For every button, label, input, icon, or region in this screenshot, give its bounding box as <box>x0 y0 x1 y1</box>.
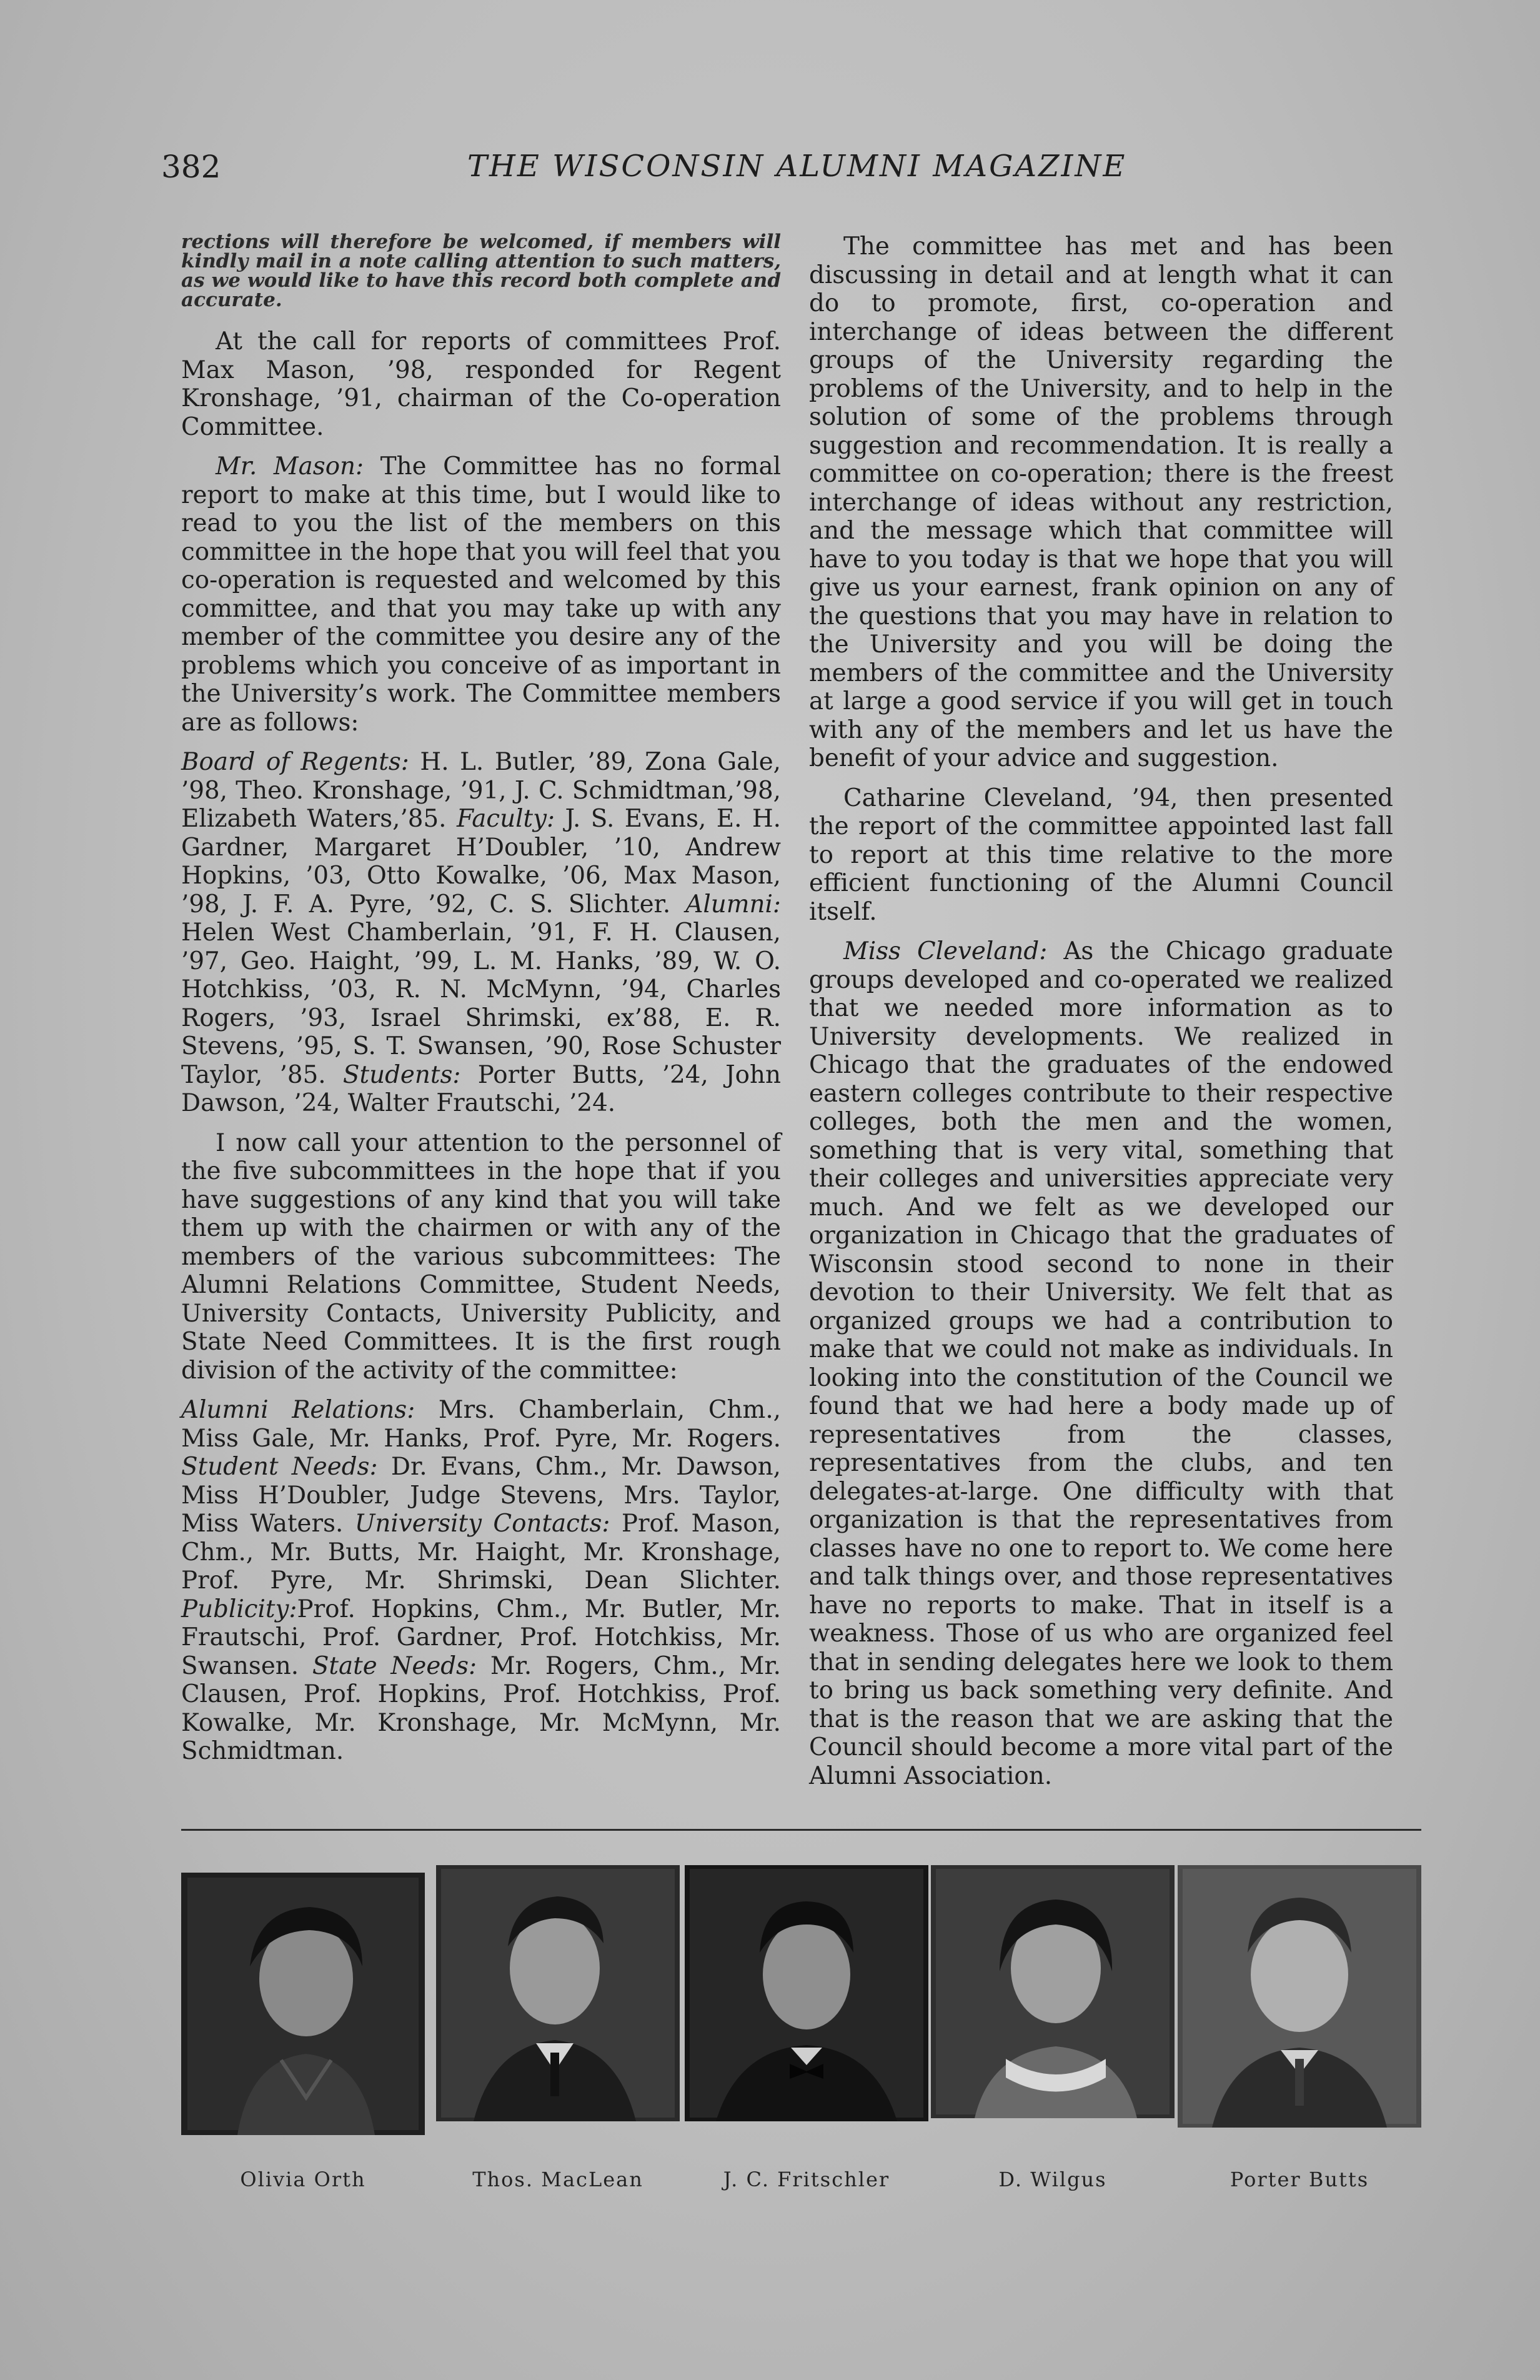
member-list: Helen West Chamberlain, ’91, F. H. Clausen, ’97, Geo. Haight, ’99, L. M. Hanks, ’89, W. O. Hotchkiss, ’03, R. N. McMynn, ’94, Charles Rogers, ’93, Israel Shrimski, ex’88, E. R. Stevens, ’95, S. T. Swansen, ’90, Rose Schuster Taylor, ’85. <box>181 919 781 1089</box>
speaker-label: Mr. Mason: <box>216 452 364 480</box>
group-label: Faculty: <box>456 805 555 833</box>
running-head: THE WISCONSIN ALUMNI MAGAZINE <box>467 149 1127 184</box>
group-label: Board of Regents: <box>181 748 409 776</box>
member-list: Porter Butts, ’24, John Dawson, ’24, Walter Frautschi, ’24. <box>181 1060 781 1117</box>
group-label: Alumni: <box>685 890 781 919</box>
member-list: H. L. Butler, ’89, Zona Gale, ’98, Theo. Kronshage, ’91, J. C. Schmidtman,’98, Elizabeth Waters,’85. <box>181 748 781 833</box>
member-list: Prof. Mason, Chm., Mr. Butts, Mr. Haight, Mr. Kronshage, Prof. Pyre, Mr. Shrimski, Dean Slichter. <box>181 1510 781 1595</box>
member-list: Prof. Hopkins, Chm., Mr. Butler, Mr. Frautschi, Prof. Gardner, Prof. Hotchkiss, Mr. Swansen. <box>181 1595 781 1680</box>
portrait-row <box>181 1865 1424 2215</box>
paragraph: I now call your attention to the personnel of the five subcommittees in the hope that if you have suggestions of any kind that you will take them up with the chairmen or with any of the members of the various subcommittees: The Alumni Relations Committee, Student Needs, University Contacts, University Publicity, and State Need Committees. It is the first rough division of the activity of the committee: <box>181 1128 781 1385</box>
portrait-photo <box>436 1865 680 2121</box>
speaker-label: Miss Cleveland: <box>843 937 1048 965</box>
subcommittee-list <box>181 1396 781 1766</box>
group-label: University Contacts: <box>354 1510 610 1538</box>
portrait-caption: Olivia Orth <box>240 2168 366 2191</box>
portrait-photo <box>181 1873 425 2135</box>
portrait-photo <box>931 1865 1175 2118</box>
portrait-card <box>931 1865 1175 2190</box>
paragraph: The committee has met and has been discussing in detail and at length what it can do to promote, first, co-operation and interchange of ideas between the different groups of the University regarding the problems of the University, and to help in the solution of some of the problems through suggestion and recommendation. It is really a committee on co-operation; there is the freest interchange of ideas without any restriction, and the message which that committee will have to you today is that we hope that you will give us your earnest, frank opinion on any of the questions that you may have in relation to the University and you will be doing the members of the committee and the University at large a good service if you will get in touch with any of the members and let us have the benefit of your advice and suggestion. <box>809 232 1393 772</box>
paragraph: Catharine Cleveland, ’94, then presented the report of the committee appointed last fall to report at this time relative to the more efficient functioning of the Alumni Council itself. <box>809 784 1393 926</box>
group-label: Student Needs: <box>181 1453 378 1481</box>
committee-members <box>181 748 781 1118</box>
divider-rule <box>181 1829 1421 1831</box>
portrait-photo <box>685 1865 928 2121</box>
member-list: Mrs. Chamberlain, Chm., Miss Gale, Mr. Hanks, Prof. Pyre, Mr. Rogers. <box>181 1396 781 1453</box>
page-header <box>161 149 1411 199</box>
member-list: Dr. Evans, Chm., Mr. Dawson, Miss H’Doubler, Judge Stevens, Mrs. Taylor, Miss Waters. <box>181 1453 782 1538</box>
portrait-photo <box>1178 1865 1421 2128</box>
paragraph <box>181 452 781 737</box>
member-list: Mr. Rogers, Chm., Mr. Clausen, Prof. Hopkins, Prof. Hotchkiss, Prof. Kowalke, Mr. Kronshage, Mr. McMynn, Mr. Schmidtman. <box>181 1651 781 1765</box>
group-label: Publicity: <box>181 1595 297 1623</box>
portrait-caption: J. C. Fritschler <box>723 2168 890 2191</box>
portrait-card <box>181 1865 425 2190</box>
paragraph-text: The Committee has no formal report to make at this time, but I would like to read to you the list of the members on this committee in the hope that you will feel that you co-operation is requested and welcomed by this committee, and that you may take up with any member of the committee you desire any of the problems which you conceive of as important in the University’s work. The Committee members are as follows: <box>181 452 782 737</box>
page-number: 382 <box>161 149 221 185</box>
paragraph <box>809 937 1393 1790</box>
member-list: J. S. Evans, E. H. Gardner, Margaret H’Doubler, ’10, Andrew Hopkins, ’03, Otto Kowalke, ’06, Max Mason, ’98, J. F. A. Pyre, ’92, C. S. Slichter. <box>181 805 781 919</box>
group-label: Students: <box>342 1060 461 1089</box>
editorial-note: rections will therefore be welcomed, if members will kindly mail in a note calling attention to such matters, as we would like to have this record both complete and accurate. <box>181 231 781 311</box>
left-column <box>181 232 781 1777</box>
paragraph-text: As the Chicago graduate groups developed and co-operated we realized that we needed more information as to University developments. We realized in Chicago that the graduates of the endowed eastern colleges contribute to their respective colleges, both the men and the women, something that is very vital, something that their colleges and universities appreciate very much. And we felt as we developed our organization in Chicago that the graduates of Wisconsin stood second to none in their devotion to their University. We felt that as organized groups we had a contribution to make that we could not make as individuals. In looking into the constitution of the Council we found that we had here a body made up of representatives from the classes, representatives from the clubs, and ten delegates-at-large. One difficulty with that organization is that the representatives from classes have no one to report to. We come here and talk things over, and those representatives have no reports to make. That in itself is a weakness. Those of us who are organized feel that in sending delegates here we look to them to bring us back something very definite. And that is the reason that we are asking that the Council should become a more vital part of the Alumni Association. <box>809 937 1393 1790</box>
portrait-caption: Thos. MacLean <box>472 2168 643 2191</box>
group-label: Alumni Relations: <box>181 1396 415 1424</box>
portrait-caption: Porter Butts <box>1230 2168 1369 2191</box>
portrait-card <box>1178 1865 1421 2190</box>
group-label: State Needs: <box>312 1651 477 1680</box>
paragraph: At the call for reports of committees Prof. Max Mason, ’98, responded for Regent Kronshage, ’91, chairman of the Co-operation Committee. <box>181 327 781 441</box>
right-column <box>809 232 1393 1801</box>
portrait-caption: D. Wilgus <box>998 2168 1107 2191</box>
portrait-card <box>436 1865 680 2190</box>
portrait-card <box>685 1865 928 2190</box>
